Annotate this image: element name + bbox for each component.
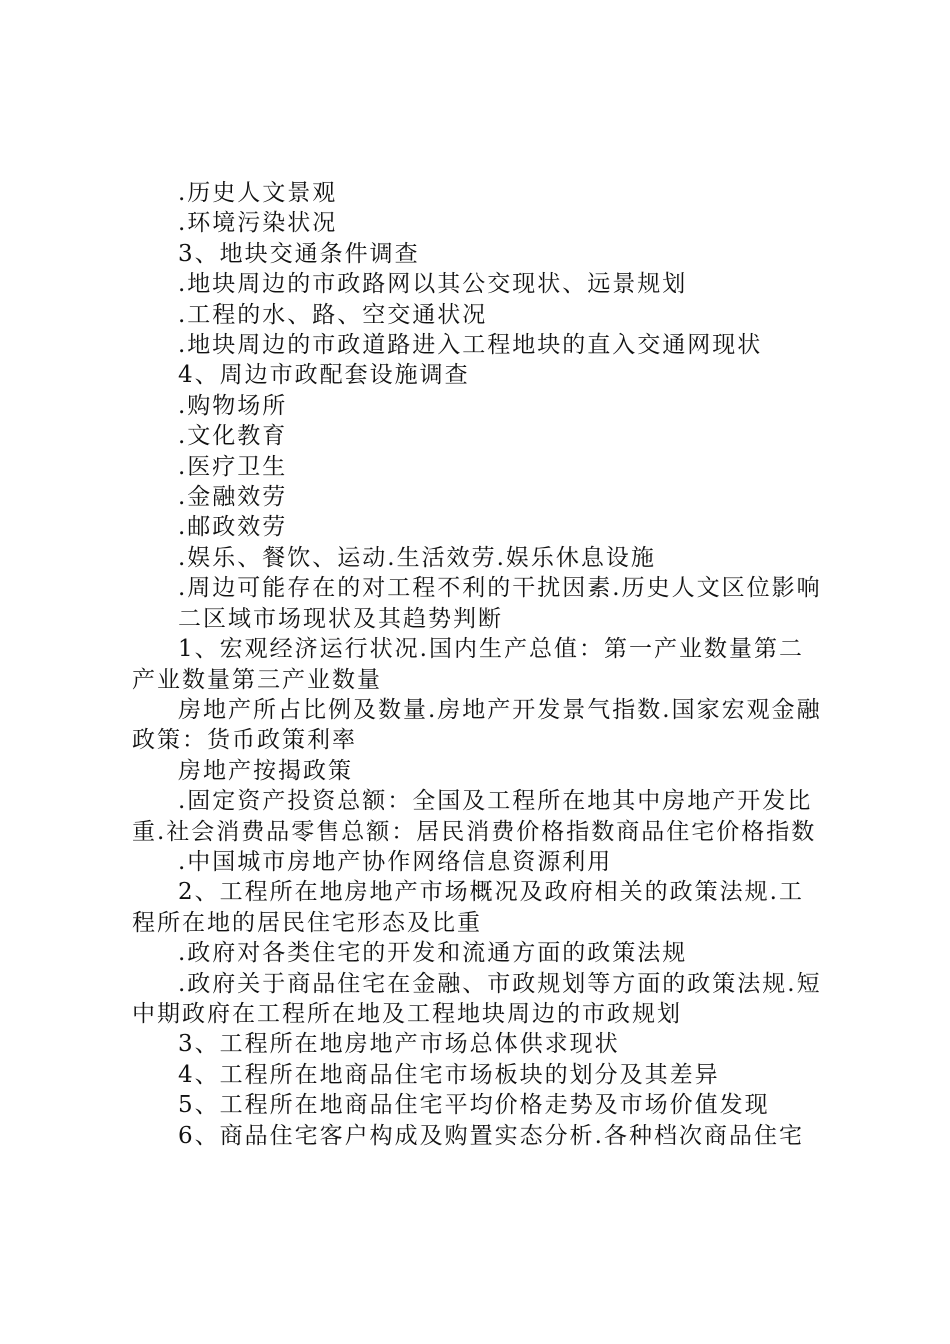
paragraph: .地块周边的市政路网以其公交现状、远景规划 [178,271,688,298]
paragraph: 房地产按揭政策 [178,757,353,784]
paragraph: 3、工程所在地房地产市场总体供求现状 [178,1031,620,1058]
section-heading: 4、周边市政配套设施调查 [178,362,470,389]
paragraph: .固定资产投资总额：全国及工程所在地其中房地产开发比重.社会消费品零售总额：居民消费价格指数商品住宅价格指数 [132,788,817,845]
section-heading: 二区域市场现状及其趋势判断 [178,605,503,632]
paragraph: 5、工程所在地商品住宅平均价格走势及市场价值发现 [178,1092,770,1119]
paragraph: 4、工程所在地商品住宅市场板块的划分及其差异 [178,1061,720,1088]
paragraph: .周边可能存在的对工程不利的干扰因素.历史人文区位影响 [178,575,822,602]
document-body [132,178,828,1151]
paragraph: 1、宏观经济运行状况.国内生产总值：第一产业数量第二产业数量第三产业数量 [132,636,804,693]
paragraph: .医疗卫生 [178,453,288,480]
paragraph: .文化教育 [178,423,288,450]
paragraph: .邮政效劳 [178,514,288,541]
paragraph: .娱乐、餐饮、运动.生活效劳.娱乐休息设施 [178,544,656,571]
paragraph: .购物场所 [178,392,288,419]
paragraph: 房地产所占比例及数量.房地产开发景气指数.国家宏观金融政策：货币政策利率 [132,696,822,754]
paragraph: .环境污染状况 [178,210,338,237]
paragraph: 6、商品住宅客户构成及购置实态分析.各种档次商品住宅 [178,1122,804,1149]
paragraph: 2、工程所在地房地产市场概况及政府相关的政策法规.工程所在地的居民住宅形态及比重 [132,879,804,936]
paragraph: .中国城市房地产协作网络信息资源利用 [178,848,613,875]
section-heading: 3、地块交通条件调查 [178,240,420,267]
paragraph: .政府关于商品住宅在金融、市政规划等方面的政策法规.短中期政府在工程所在地及工程地块周边的市政规划 [132,970,822,1027]
paragraph: .金融效劳 [178,484,288,511]
paragraph: .工程的水、路、空交通状况 [178,301,488,328]
paragraph: .政府对各类住宅的开发和流通方面的政策法规 [178,940,688,967]
paragraph: .地块周边的市政道路进入工程地块的直入交通网现状 [178,332,763,359]
paragraph: .历史人文景观 [178,180,338,206]
